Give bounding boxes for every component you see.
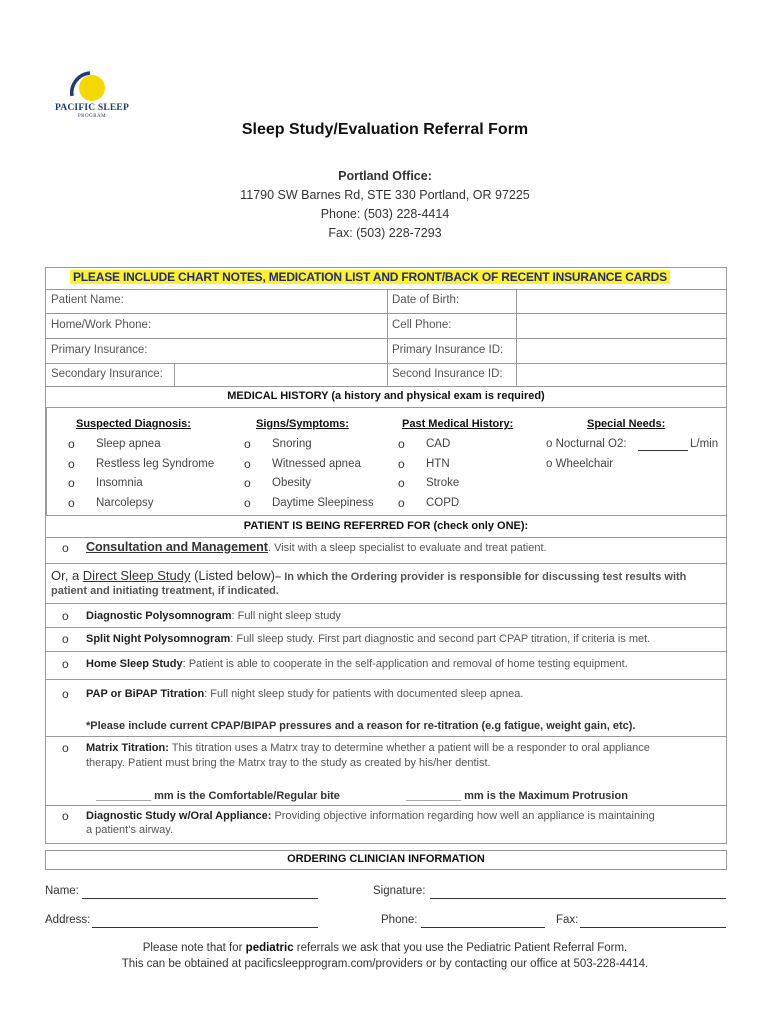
logo-name: PACIFIC SLEEP [55,103,129,113]
checkbox[interactable]: o [62,609,69,623]
checkbox[interactable]: o [62,632,69,646]
checkbox[interactable]: o [68,496,75,510]
pap-note: *Please include current CPAP/BIPAP pressures and a reason for re-titration (e.g fatigue, weight gain, etc). [86,720,636,732]
pediatric-note-2: This can be obtained at pacificsleepprogram.com/providers or by contacting our office at 503-228-4414. [121,958,649,970]
maximum-protrusion-blank[interactable]: _________ mm is the Maximum Protrusion [406,790,628,802]
office-address: 11790 SW Barnes Rd, STE 330 Portland, OR 97225 [240,188,530,202]
history-item: HTN [426,458,450,470]
history-item: COPD [426,497,460,509]
past-medical-history-title: Past Medical History: [402,418,514,430]
clinician-phone-field[interactable] [421,927,545,928]
office-fax: Fax: (503) 228-7293 [328,226,442,240]
patient-name-label: Patient Name: [51,294,124,306]
home-sleep-study-option: Home Sleep Study: Patient is able to cooperate in the self-application and removal of home testing equipment. [86,658,628,670]
checkbox[interactable]: o [68,437,75,451]
logo-sun-icon [79,75,105,101]
checkbox[interactable]: o [398,437,405,451]
consultation-option [86,540,547,554]
oral-appliance-text-2: a patient’s airway. [86,824,174,836]
direct-study-title: Direct Sleep Study [82,568,191,583]
special-needs-title: Special Needs: [587,418,666,430]
nocturnal-o2-item[interactable]: o Nocturnal O2: [546,438,627,450]
matrix-titration-text-2: therapy. Patient must bring the Matrx tray to the study as created by his/her dentist. [86,757,491,769]
second-insurance-id-label: Second Insurance ID: [392,368,503,380]
symptom-item: Snoring [272,438,312,450]
pap-titration-option: PAP or BiPAP Titration: Full night sleep study for patients with documented sleep apnea. [86,688,524,700]
checkbox[interactable]: o [62,687,69,701]
oral-appliance-option: Diagnostic Study w/Oral Appliance: Providing objective information regarding how well an appliance is maintaining [86,810,655,822]
diagnosis-item: Narcolepsy [96,497,154,509]
checkbox[interactable]: o [62,809,69,823]
signs-symptoms-title: Signs/Symptoms: [256,418,349,430]
secondary-insurance-label: Secondary Insurance: [51,368,163,380]
suspected-diagnosis-title: Suspected Diagnosis: [76,418,191,430]
split-night-option: Split Night Polysomnogram: Full sleep study. First part diagnostic and second part CPAP titration, if criteria is met. [86,633,651,645]
wheelchair-item[interactable]: o Wheelchair [546,458,614,470]
comfortable-bite-blank[interactable]: _________ mm is the Comfortable/Regular bite [96,790,340,802]
history-item: CAD [426,438,451,450]
checkbox[interactable]: o [62,541,69,555]
clinician-address-label: Address: [45,914,91,926]
checkbox[interactable]: o [244,476,251,490]
checkbox[interactable]: o [62,741,69,755]
pediatric-note: Please note that for pediatric referrals we ask that you use the Pediatric Patient Referral Form. [142,942,628,954]
clinician-heading: ORDERING CLINICIAN INFORMATION [287,853,485,865]
referral-heading: PATIENT IS BEING REFERRED FOR (check only ONE): [243,520,529,532]
clinician-phone-label: Phone: [381,914,418,926]
checkbox[interactable]: o [68,476,75,490]
clinician-fax-label: Fax: [556,914,579,926]
direct-study-intro [51,568,686,583]
or-prefix: Or, a [51,568,83,583]
insurance-banner: PLEASE INCLUDE CHART NOTES, MEDICATION LIST AND FRONT/BACK OF RECENT INSURANCE CARDS [70,270,670,284]
checkbox[interactable]: o [244,437,251,451]
clinician-fax-field[interactable] [580,927,726,928]
dob-label: Date of Birth: [392,294,460,306]
signature-label: Signature: [373,885,426,897]
direct-study-text-2: patient and initiating treatment, if indicated. [51,585,279,597]
diagnosis-item: Insomnia [96,477,143,489]
clinician-address-field[interactable] [92,927,318,928]
consultation-title: Consultation and Management [86,540,268,554]
clinician-name-label: Name: [45,885,79,897]
history-item: Stroke [426,477,460,489]
symptom-item: Obesity [272,477,311,489]
checkbox[interactable]: o [244,496,251,510]
symptom-item: Witnessed apnea [272,458,361,470]
o2-blank-line[interactable] [638,450,688,451]
checkbox[interactable]: o [244,457,251,471]
symptom-item: Daytime Sleepiness [272,497,374,509]
primary-insurance-id-label: Primary Insurance ID: [392,344,504,356]
office-heading: Portland Office: [338,169,432,183]
checkbox[interactable]: o [398,476,405,490]
diagnostic-psg-option: Diagnostic Polysomnogram: Full night sleep study [86,610,341,622]
direct-study-paren: (Listed below) [190,568,276,583]
signature-field[interactable] [430,898,726,899]
diagnosis-item: Sleep apnea [96,438,161,450]
medical-history-heading: MEDICAL HISTORY (a history and physical exam is required) [227,390,545,402]
checkbox[interactable]: o [398,496,405,510]
cell-phone-label: Cell Phone: [392,319,452,331]
checkbox[interactable]: o [398,457,405,471]
primary-insurance-label: Primary Insurance: [51,344,148,356]
o2-unit: L/min [690,438,719,450]
checkbox[interactable]: o [62,657,69,671]
page-title: Sleep Study/Evaluation Referral Form [241,121,529,138]
home-work-phone-label: Home/Work Phone: [51,319,152,331]
checkbox[interactable]: o [68,457,75,471]
office-phone: Phone: (503) 228-4414 [320,207,450,221]
consultation-text: . Visit with a sleep specialist to evaluate and treat patient. [267,542,547,554]
matrix-titration-option: Matrix Titration: This titration uses a Matrx tray to determine whether a patient will be a responder to oral appliance [86,742,650,754]
direct-study-text-1: – In which the Ordering provider is responsible for discussing test results with [275,571,687,583]
logo-subname: PROGRAM [77,114,107,119]
diagnosis-item: Restless leg Syndrome [96,458,215,470]
clinician-name-field[interactable] [82,898,318,899]
